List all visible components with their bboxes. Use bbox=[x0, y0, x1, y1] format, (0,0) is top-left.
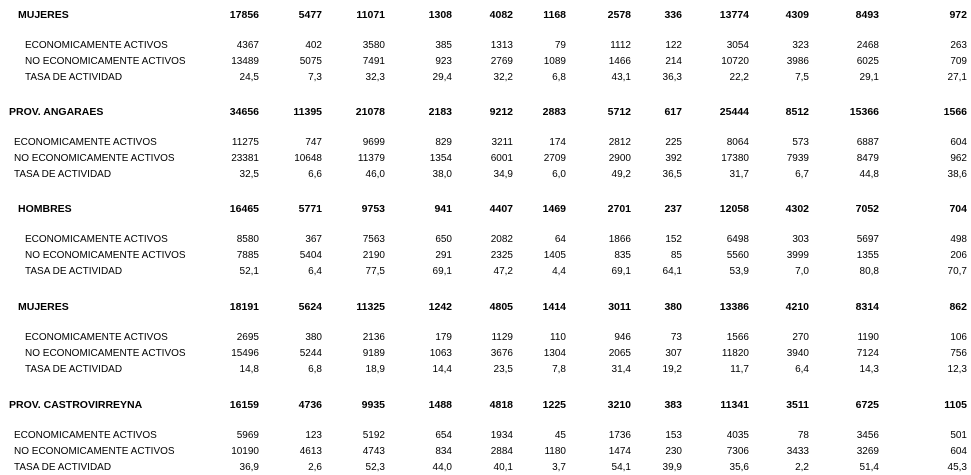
table-cell: 6,7 bbox=[795, 169, 809, 180]
table-cell: 237 bbox=[664, 203, 682, 215]
row-label: NO ECONOMICAMENTE ACTIVOS bbox=[25, 348, 186, 359]
table-cell: 32,2 bbox=[493, 72, 513, 83]
table-cell: 69,1 bbox=[432, 266, 452, 277]
table-cell: 1566 bbox=[726, 332, 749, 343]
data-row bbox=[0, 233, 971, 247]
table-cell: 17856 bbox=[229, 9, 259, 21]
table-cell: 3210 bbox=[607, 399, 631, 411]
table-cell: 4818 bbox=[489, 399, 513, 411]
table-cell: 402 bbox=[305, 40, 322, 51]
table-cell: 5712 bbox=[607, 106, 631, 118]
table-cell: 13386 bbox=[719, 301, 749, 313]
table-cell: 8512 bbox=[785, 106, 809, 118]
table-cell: 617 bbox=[664, 106, 682, 118]
section-header-row bbox=[0, 8, 971, 22]
data-row bbox=[0, 55, 971, 69]
table-cell: 14,8 bbox=[239, 364, 259, 375]
table-cell: 3433 bbox=[786, 446, 809, 457]
table-cell: 2578 bbox=[607, 9, 631, 21]
table-cell: 225 bbox=[665, 137, 682, 148]
table-cell: 2190 bbox=[362, 250, 385, 261]
table-cell: 3211 bbox=[491, 137, 513, 148]
table-cell: 2325 bbox=[490, 250, 513, 261]
table-cell: 6,6 bbox=[308, 169, 322, 180]
row-label: NO ECONOMICAMENTE ACTIVOS bbox=[14, 446, 175, 457]
table-cell: 23381 bbox=[231, 153, 259, 164]
table-cell: 1414 bbox=[542, 301, 566, 313]
data-row bbox=[0, 363, 971, 377]
section-title: MUJERES bbox=[18, 9, 69, 21]
table-cell: 923 bbox=[435, 56, 452, 67]
table-cell: 834 bbox=[435, 446, 452, 457]
table-cell: 5404 bbox=[299, 250, 322, 261]
table-cell: 11325 bbox=[356, 301, 385, 313]
table-cell: 1355 bbox=[856, 250, 879, 261]
table-cell: 11395 bbox=[293, 106, 322, 118]
table-cell: 1566 bbox=[943, 106, 967, 118]
table-cell: 21078 bbox=[355, 106, 385, 118]
table-cell: 29,4 bbox=[432, 72, 452, 83]
table-cell: 9212 bbox=[489, 106, 513, 118]
table-cell: 39,9 bbox=[662, 462, 682, 473]
table-cell: 1313 bbox=[490, 40, 513, 51]
table-cell: 6,4 bbox=[308, 266, 322, 277]
table-cell: 3456 bbox=[856, 430, 879, 441]
table-cell: 1129 bbox=[491, 332, 513, 343]
table-cell: 2136 bbox=[362, 332, 385, 343]
table-cell: 77,5 bbox=[365, 266, 385, 277]
table-cell: 13774 bbox=[719, 9, 749, 21]
table-cell: 2900 bbox=[608, 153, 631, 164]
table-cell: 307 bbox=[665, 348, 682, 359]
data-row bbox=[0, 265, 971, 279]
table-cell: 654 bbox=[435, 430, 452, 441]
table-cell: 2812 bbox=[608, 137, 631, 148]
table-cell: 4367 bbox=[236, 40, 259, 51]
table-cell: 22,2 bbox=[729, 72, 749, 83]
table-cell: 6887 bbox=[856, 137, 879, 148]
table-cell: 2468 bbox=[856, 40, 879, 51]
table-cell: 31,7 bbox=[729, 169, 749, 180]
table-cell: 1866 bbox=[608, 234, 631, 245]
table-cell: 6,4 bbox=[795, 364, 809, 375]
table-cell: 2,6 bbox=[308, 462, 322, 473]
table-cell: 152 bbox=[665, 234, 682, 245]
table-cell: 1934 bbox=[490, 430, 513, 441]
table-cell: 46,0 bbox=[365, 169, 385, 180]
table-cell: 64,1 bbox=[662, 266, 682, 277]
row-label: TASA DE ACTIVIDAD bbox=[14, 169, 112, 180]
table-cell: 206 bbox=[950, 250, 967, 261]
table-cell: 179 bbox=[435, 332, 452, 343]
table-cell: 7,5 bbox=[795, 72, 809, 83]
table-cell: 6025 bbox=[856, 56, 879, 67]
table-cell: 11820 bbox=[721, 348, 749, 359]
table-cell: 4309 bbox=[785, 9, 809, 21]
table-cell: 8580 bbox=[236, 234, 259, 245]
table-cell: 501 bbox=[950, 430, 967, 441]
table-cell: 14,3 bbox=[859, 364, 879, 375]
table-cell: 10190 bbox=[231, 446, 259, 457]
table-cell: 5969 bbox=[236, 430, 259, 441]
section-header-row bbox=[0, 202, 971, 216]
section-title: HOMBRES bbox=[18, 203, 72, 215]
table-cell: 153 bbox=[665, 430, 682, 441]
table-cell: 1474 bbox=[608, 446, 631, 457]
table-cell: 604 bbox=[950, 137, 967, 148]
table-cell: 123 bbox=[305, 430, 322, 441]
table-cell: 4035 bbox=[726, 430, 749, 441]
table-cell: 45,3 bbox=[947, 462, 967, 473]
table-cell: 23,5 bbox=[493, 364, 513, 375]
table-cell: 44,8 bbox=[859, 169, 879, 180]
table-cell: 1308 bbox=[428, 9, 452, 21]
table-cell: 122 bbox=[665, 40, 682, 51]
section-header-row bbox=[0, 105, 971, 119]
table-cell: 2183 bbox=[428, 106, 452, 118]
table-cell: 35,6 bbox=[729, 462, 749, 473]
table-cell: 79 bbox=[554, 40, 566, 51]
table-cell: 3054 bbox=[726, 40, 749, 51]
table-cell: 5477 bbox=[298, 9, 322, 21]
table-cell: 18,9 bbox=[365, 364, 385, 375]
table-cell: 972 bbox=[949, 9, 967, 21]
table-cell: 1105 bbox=[944, 399, 967, 411]
table-cell: 336 bbox=[664, 9, 682, 21]
table-cell: 70,7 bbox=[947, 266, 967, 277]
table-cell: 7052 bbox=[855, 203, 879, 215]
table-cell: 1405 bbox=[543, 250, 566, 261]
table-cell: 32,3 bbox=[365, 72, 385, 83]
table-cell: 941 bbox=[434, 203, 452, 215]
table-cell: 17380 bbox=[721, 153, 749, 164]
table-cell: 14,4 bbox=[432, 364, 452, 375]
table-cell: 1354 bbox=[429, 153, 452, 164]
table-cell: 1225 bbox=[542, 399, 566, 411]
table-cell: 12,3 bbox=[947, 364, 967, 375]
table-cell: 1063 bbox=[429, 348, 452, 359]
table-cell: 36,5 bbox=[662, 169, 682, 180]
row-label: TASA DE ACTIVIDAD bbox=[25, 72, 123, 83]
table-cell: 4302 bbox=[785, 203, 809, 215]
table-cell: 38,6 bbox=[947, 169, 967, 180]
table-cell: 106 bbox=[950, 332, 967, 343]
table-cell: 32,5 bbox=[239, 169, 259, 180]
table-cell: 8064 bbox=[726, 137, 749, 148]
table-cell: 270 bbox=[792, 332, 809, 343]
table-cell: 3986 bbox=[786, 56, 809, 67]
row-label: ECONOMICAMENTE ACTIVOS bbox=[14, 137, 157, 148]
table-cell: 12058 bbox=[719, 203, 749, 215]
table-cell: 31,4 bbox=[611, 364, 631, 375]
table-cell: 4407 bbox=[489, 203, 513, 215]
table-cell: 36,9 bbox=[239, 462, 259, 473]
table-cell: 4082 bbox=[489, 9, 513, 21]
table-cell: 6,0 bbox=[552, 169, 566, 180]
table-cell: 6,8 bbox=[308, 364, 322, 375]
row-label: ECONOMICAMENTE ACTIVOS bbox=[25, 40, 168, 51]
table-cell: 6725 bbox=[855, 399, 879, 411]
table-cell: 11379 bbox=[357, 153, 385, 164]
table-cell: 54,1 bbox=[611, 462, 631, 473]
table-cell: 3511 bbox=[786, 399, 809, 411]
table-cell: 15496 bbox=[231, 348, 259, 359]
table-cell: 80,8 bbox=[859, 266, 879, 277]
row-label: TASA DE ACTIVIDAD bbox=[25, 266, 123, 277]
table-cell: 230 bbox=[665, 446, 682, 457]
table-cell: 4736 bbox=[298, 399, 322, 411]
table-cell: 1488 bbox=[428, 399, 452, 411]
table-cell: 78 bbox=[797, 430, 809, 441]
table-cell: 5624 bbox=[298, 301, 322, 313]
data-row bbox=[0, 331, 971, 345]
data-row bbox=[0, 249, 971, 263]
table-cell: 6,8 bbox=[552, 72, 566, 83]
row-label: ECONOMICAMENTE ACTIVOS bbox=[25, 332, 168, 343]
table-cell: 11341 bbox=[720, 399, 749, 411]
table-cell: 44,0 bbox=[432, 462, 452, 473]
table-cell: 34,9 bbox=[493, 169, 513, 180]
table-cell: 1736 bbox=[608, 430, 631, 441]
table-cell: 7,8 bbox=[552, 364, 566, 375]
table-cell: 1112 bbox=[610, 40, 631, 51]
row-label: ECONOMICAMENTE ACTIVOS bbox=[25, 234, 168, 245]
table-cell: 303 bbox=[792, 234, 809, 245]
data-row bbox=[0, 429, 971, 443]
table-cell: 704 bbox=[949, 203, 967, 215]
data-row bbox=[0, 445, 971, 459]
table-cell: 64 bbox=[554, 234, 566, 245]
table-cell: 498 bbox=[950, 234, 967, 245]
table-cell: 18191 bbox=[229, 301, 259, 313]
table-cell: 16159 bbox=[229, 399, 259, 411]
table-cell: 85 bbox=[670, 250, 682, 261]
table-cell: 2769 bbox=[490, 56, 513, 67]
table-cell: 43,1 bbox=[611, 72, 631, 83]
table-cell: 3011 bbox=[608, 301, 631, 313]
table-cell: 11071 bbox=[356, 9, 385, 21]
data-row bbox=[0, 152, 971, 166]
table-cell: 9189 bbox=[362, 348, 385, 359]
table-cell: 1089 bbox=[543, 56, 566, 67]
table-cell: 862 bbox=[949, 301, 967, 313]
table-cell: 7,0 bbox=[795, 266, 809, 277]
table-cell: 946 bbox=[614, 332, 631, 343]
table-cell: 5560 bbox=[726, 250, 749, 261]
table-cell: 573 bbox=[792, 137, 809, 148]
table-cell: 47,2 bbox=[493, 266, 513, 277]
table-cell: 7885 bbox=[236, 250, 259, 261]
data-row bbox=[0, 461, 971, 475]
table-cell: 3676 bbox=[490, 348, 513, 359]
table-cell: 15366 bbox=[849, 106, 879, 118]
table-cell: 73 bbox=[670, 332, 682, 343]
table-cell: 53,9 bbox=[729, 266, 749, 277]
table-cell: 52,1 bbox=[239, 266, 259, 277]
table-cell: 51,4 bbox=[859, 462, 879, 473]
table-cell: 214 bbox=[665, 56, 682, 67]
table-cell: 2883 bbox=[542, 106, 566, 118]
table-cell: 36,3 bbox=[662, 72, 682, 83]
table-cell: 291 bbox=[435, 250, 452, 261]
table-cell: 49,2 bbox=[611, 169, 631, 180]
table-cell: 13489 bbox=[231, 56, 259, 67]
table-cell: 6498 bbox=[726, 234, 749, 245]
table-cell: 4,4 bbox=[552, 266, 566, 277]
table-cell: 380 bbox=[664, 301, 682, 313]
table-cell: 52,3 bbox=[365, 462, 385, 473]
table-cell: 10648 bbox=[294, 153, 322, 164]
table-cell: 11275 bbox=[231, 137, 259, 148]
table-cell: 5244 bbox=[299, 348, 322, 359]
table-cell: 5075 bbox=[299, 56, 322, 67]
table-cell: 6001 bbox=[490, 153, 513, 164]
table-cell: 45 bbox=[554, 430, 566, 441]
table-cell: 34656 bbox=[229, 106, 259, 118]
table-cell: 1304 bbox=[543, 348, 566, 359]
table-cell: 323 bbox=[792, 40, 809, 51]
table-cell: 5771 bbox=[298, 203, 322, 215]
table-cell: 8314 bbox=[855, 301, 879, 313]
table-cell: 2701 bbox=[607, 203, 631, 215]
table-cell: 16465 bbox=[229, 203, 259, 215]
table-cell: 9699 bbox=[362, 137, 385, 148]
table-cell: 1190 bbox=[857, 332, 879, 343]
table-cell: 5697 bbox=[856, 234, 879, 245]
table-cell: 756 bbox=[950, 348, 967, 359]
table-cell: 10720 bbox=[721, 56, 749, 67]
table-cell: 2884 bbox=[490, 446, 513, 457]
table-cell: 24,5 bbox=[239, 72, 259, 83]
table-cell: 2695 bbox=[236, 332, 259, 343]
table-cell: 4805 bbox=[489, 301, 513, 313]
data-row bbox=[0, 347, 971, 361]
table-cell: 7563 bbox=[362, 234, 385, 245]
table-cell: 385 bbox=[435, 40, 452, 51]
data-row bbox=[0, 71, 971, 85]
table-cell: 69,1 bbox=[611, 266, 631, 277]
table-cell: 2082 bbox=[490, 234, 513, 245]
table-cell: 29,1 bbox=[859, 72, 879, 83]
row-label: NO ECONOMICAMENTE ACTIVOS bbox=[25, 250, 186, 261]
table-cell: 709 bbox=[950, 56, 967, 67]
table-cell: 19,2 bbox=[662, 364, 682, 375]
data-row bbox=[0, 39, 971, 53]
row-label: NO ECONOMICAMENTE ACTIVOS bbox=[25, 56, 186, 67]
table-cell: 11,7 bbox=[730, 364, 749, 375]
table-cell: 367 bbox=[305, 234, 322, 245]
table-cell: 650 bbox=[435, 234, 452, 245]
table-cell: 4743 bbox=[362, 446, 385, 457]
table-cell: 2709 bbox=[543, 153, 566, 164]
table-cell: 392 bbox=[665, 153, 682, 164]
row-label: NO ECONOMICAMENTE ACTIVOS bbox=[14, 153, 175, 164]
section-title: PROV. ANGARAES bbox=[9, 106, 104, 118]
table-cell: 1469 bbox=[542, 203, 566, 215]
table-cell: 7,3 bbox=[308, 72, 322, 83]
table-cell: 1180 bbox=[544, 446, 566, 457]
table-cell: 829 bbox=[435, 137, 452, 148]
table-cell: 110 bbox=[550, 332, 566, 343]
table-cell: 8479 bbox=[856, 153, 879, 164]
table-cell: 3,7 bbox=[552, 462, 566, 473]
table-cell: 5192 bbox=[362, 430, 385, 441]
section-header-row bbox=[0, 300, 971, 314]
table-cell: 2,2 bbox=[795, 462, 809, 473]
section-title: MUJERES bbox=[18, 301, 69, 313]
table-cell: 263 bbox=[950, 40, 967, 51]
table-cell: 3940 bbox=[786, 348, 809, 359]
table-cell: 3999 bbox=[786, 250, 809, 261]
table-cell: 7491 bbox=[362, 56, 385, 67]
table-cell: 7306 bbox=[726, 446, 749, 457]
table-cell: 7939 bbox=[786, 153, 809, 164]
table-cell: 8493 bbox=[855, 9, 879, 21]
table-cell: 1242 bbox=[428, 301, 452, 313]
table-cell: 40,1 bbox=[493, 462, 513, 473]
row-label: TASA DE ACTIVIDAD bbox=[14, 462, 112, 473]
table-cell: 3580 bbox=[362, 40, 385, 51]
table-cell: 962 bbox=[950, 153, 967, 164]
data-row bbox=[0, 168, 971, 182]
section-title: PROV. CASTROVIRREYNA bbox=[9, 399, 143, 411]
table-cell: 747 bbox=[305, 137, 322, 148]
table-cell: 3269 bbox=[856, 446, 879, 457]
table-cell: 27,1 bbox=[947, 72, 967, 83]
table-cell: 604 bbox=[950, 446, 967, 457]
row-label: TASA DE ACTIVIDAD bbox=[25, 364, 123, 375]
table-cell: 9935 bbox=[361, 399, 385, 411]
table-cell: 1466 bbox=[608, 56, 631, 67]
table-cell: 174 bbox=[549, 137, 566, 148]
section-header-row bbox=[0, 398, 971, 412]
table-cell: 4613 bbox=[299, 446, 322, 457]
row-label: ECONOMICAMENTE ACTIVOS bbox=[14, 430, 157, 441]
table-cell: 7124 bbox=[856, 348, 879, 359]
table-cell: 4210 bbox=[785, 301, 809, 313]
table-cell: 25444 bbox=[719, 106, 749, 118]
table-cell: 2065 bbox=[608, 348, 631, 359]
table-cell: 9753 bbox=[361, 203, 385, 215]
data-row bbox=[0, 136, 971, 150]
table-cell: 383 bbox=[664, 399, 682, 411]
table-cell: 835 bbox=[614, 250, 631, 261]
table-cell: 1168 bbox=[543, 9, 566, 21]
table-cell: 38,0 bbox=[432, 169, 452, 180]
table-cell: 380 bbox=[305, 332, 322, 343]
